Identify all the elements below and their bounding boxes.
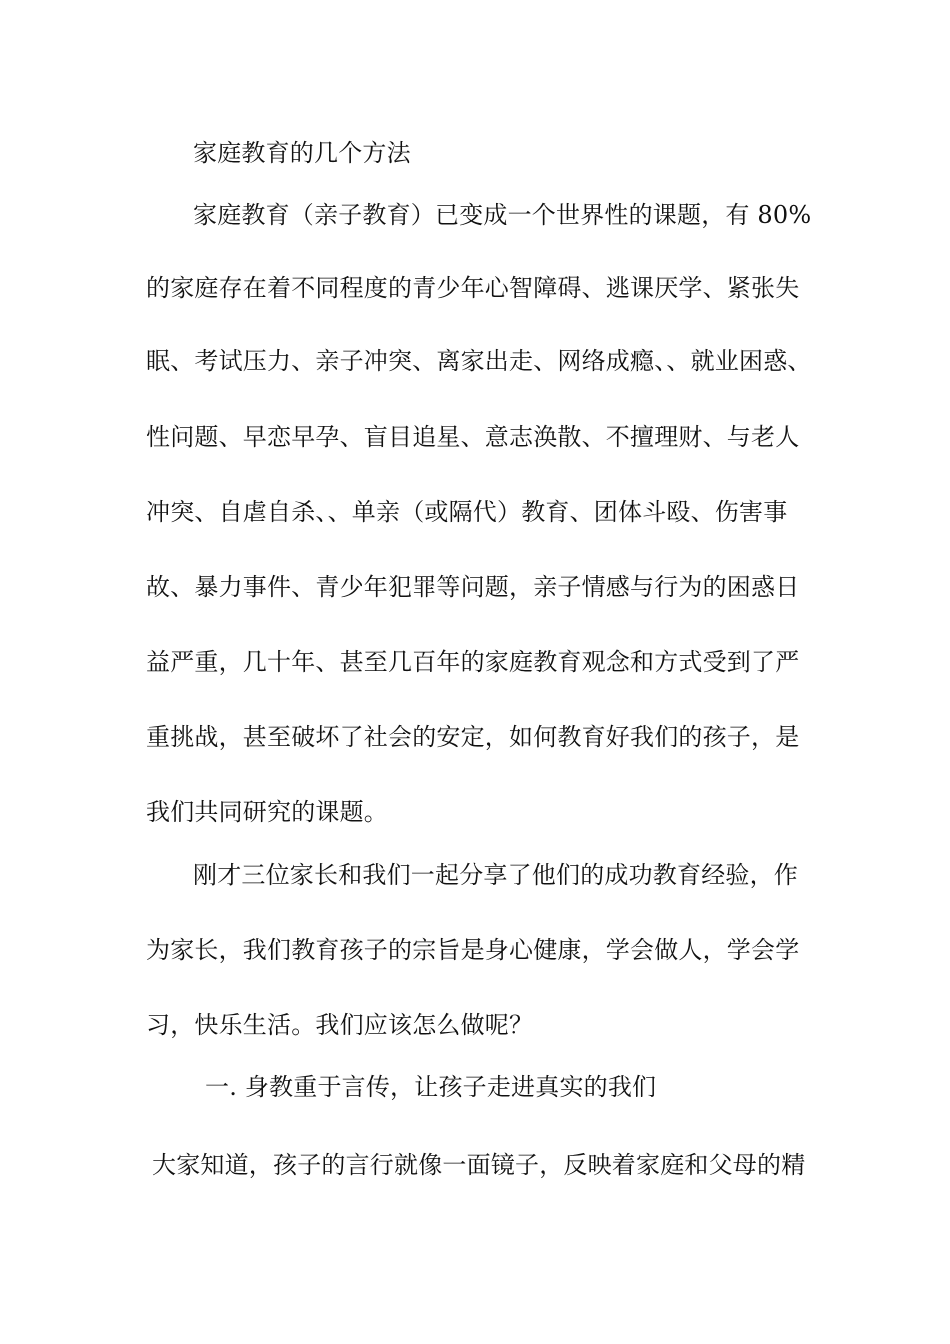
paragraph-line: 的家庭存在着不同程度的青少年心智障碍、逃课厌学、紧张失 — [146, 274, 800, 302]
paragraph-line: 重挑战，甚至破坏了社会的安定，如何教育好我们的孩子，是 — [146, 723, 800, 751]
paragraph-line: 我们共同研究的课题。 — [146, 798, 388, 826]
paragraph-line: 刚才三位家长和我们一起分享了他们的成功教育经验，作 — [193, 861, 798, 889]
section-heading: 一. 身教重于言传，让孩子走进真实的我们 — [205, 1073, 657, 1101]
paragraph-line: 益严重，几十年、甚至几百年的家庭教育观念和方式受到了严 — [146, 648, 800, 676]
paragraph-line: 习，快乐生活。我们应该怎么做呢？ — [146, 1011, 534, 1039]
paragraph-line: 大家知道，孩子的言行就像一面镜子，反映着家庭和父母的精 — [152, 1151, 806, 1179]
paragraph-line: 性问题、早恋早孕、盲目追星、意志涣散、不擅理财、与老人 — [146, 423, 800, 451]
paragraph-line: 为家长，我们教育孩子的宗旨是身心健康，学会做人，学会学 — [146, 936, 800, 964]
paragraph-line: 故、暴力事件、青少年犯罪等问题，亲子情感与行为的困惑日 — [146, 573, 800, 601]
paragraph-line: 眠、考试压力、亲子冲突、离家出走、网络成瘾、、就业困惑、 — [146, 347, 812, 375]
paragraph-line: 家庭教育（亲子教育）已变成一个世界性的课题，有 80% — [193, 201, 812, 229]
paragraph-line: 冲突、自虐自杀、、单亲（或隔代）教育、团体斗殴、伤害事 — [146, 498, 788, 526]
document-title: 家庭教育的几个方法 — [193, 139, 411, 167]
